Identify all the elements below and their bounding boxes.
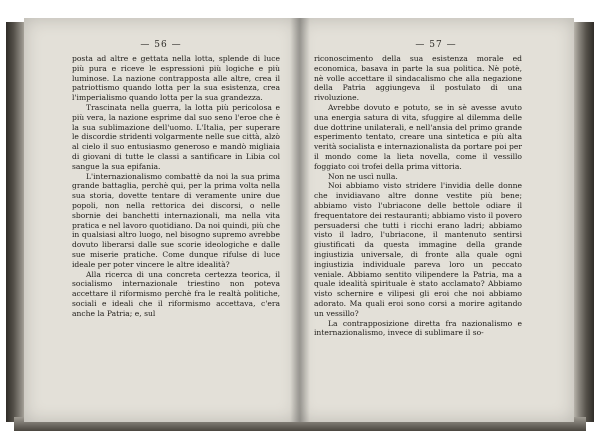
- page-number-left: — 56 —: [140, 40, 182, 50]
- page-number-right: — 57 —: [415, 40, 457, 50]
- left-page-text: [24, 54, 298, 319]
- paragraph: Alla ricerca di una concreta certezza teorica, il socialismo internazionale triestino non poteva accettare il riformismo perchè fra le realtà politiche, sociali e ideali che il riformismo accettava, c'era anche la Patria; e, sul: [72, 269, 280, 318]
- paragraph: riconoscimento della sua esistenza morale ed economica, basava in parte la sua politica. Nè potè, nè volle accettare il sindacalismo che alla negazione della Patria aggiungeva il postulato di una rivoluzione.: [314, 54, 522, 103]
- book-edge-right: [572, 22, 594, 422]
- paragraph: Trascinata nella guerra, la lotta più pericolosa e più vera, la nazione esprime dal suo seno l'eroe che è la sua sublimazione dell'uomo. L'Italia, per superare le discordie stridenti volgarmente nelle sue città, alzò al cielo il suo entusiasmo generoso e mandò migliaia di giovani di tutte le classi a santificare in Libia col sangue la sua epifania.: [72, 102, 280, 171]
- paragraph: La contrapposizione diretta fra nazionalismo e internazionalismo, invece di sublimare il so-: [314, 318, 522, 338]
- paragraph: L'internazionalismo combattè da noi la sua prima grande battaglia, perchè qui, per la prima volta nella sua storia, dovette tentare di veramente unire due popoli, non nella rettorica dei discorsi, o nelle sbornie dei banchetti internazionali, ma nella vita pratica e nel lavoro quotidiano. Da noi quindi, più che in qualsiasi altro luogo, nel bisogno supremo avrebbe dovuto liberarsi dalle sue scorie ideologiche e dalle sue miserie pratiche. Come dunque rifulse di luce ideale per poter vincere le altre idealità?: [72, 171, 280, 269]
- paragraph: posta ad altre e gettata nella lotta, splende di luce più pura e riceve le espressioni più logiche e più luminose. La nazione contrapposta alle altre, crea il patriottismo quando lotta per la sua esistenza, crea l'imperialismo quando lotta per la sua grandezza.: [72, 54, 280, 103]
- left-page: [24, 18, 299, 422]
- paragraph: Noi abbiamo visto stridere l'invidia delle donne che invidiavano altre donne vestite più bene; abbiamo visto l'ubriacone delle bettole odiare il frequentatore dei restauranti; abbiamo visto il povero persuadersi che tutti i ricchi erano ladri; abbiamo visto il ladro, l'ubriacone, il mantenuto sentirsi giustificati da questa immagine della grande ingiustizia universale, di fronte alla quale ogni ingiustizia individuale pareva loro un peccato veniale. Abbiamo sentito vilipendere la Patria, ma a quale idealità spirituale è stato acclamato? Abbiamo visto schernire e vilipesi gli eroi che noi abbiamo adorato. Ma quali eroi sono corsi a morire agitando un vessillo?: [314, 181, 522, 318]
- right-page-text: [298, 54, 574, 338]
- paragraph: Non ne uscì nulla.: [328, 171, 398, 181]
- right-page: [298, 18, 574, 422]
- paragraph: Avrebbe dovuto e potuto, se in sè avesse avuto una energia satura di vita, sfuggire al dilemma delle due dottrine unilaterali, e nell'ansia del primo grande esperimento tentato, creare una sintetica e più alta verità socialista e internazionalista da portare poi per il mondo come la lieta novella, come il vessillo foggiato coi trofei della prima vittoria.: [314, 102, 522, 171]
